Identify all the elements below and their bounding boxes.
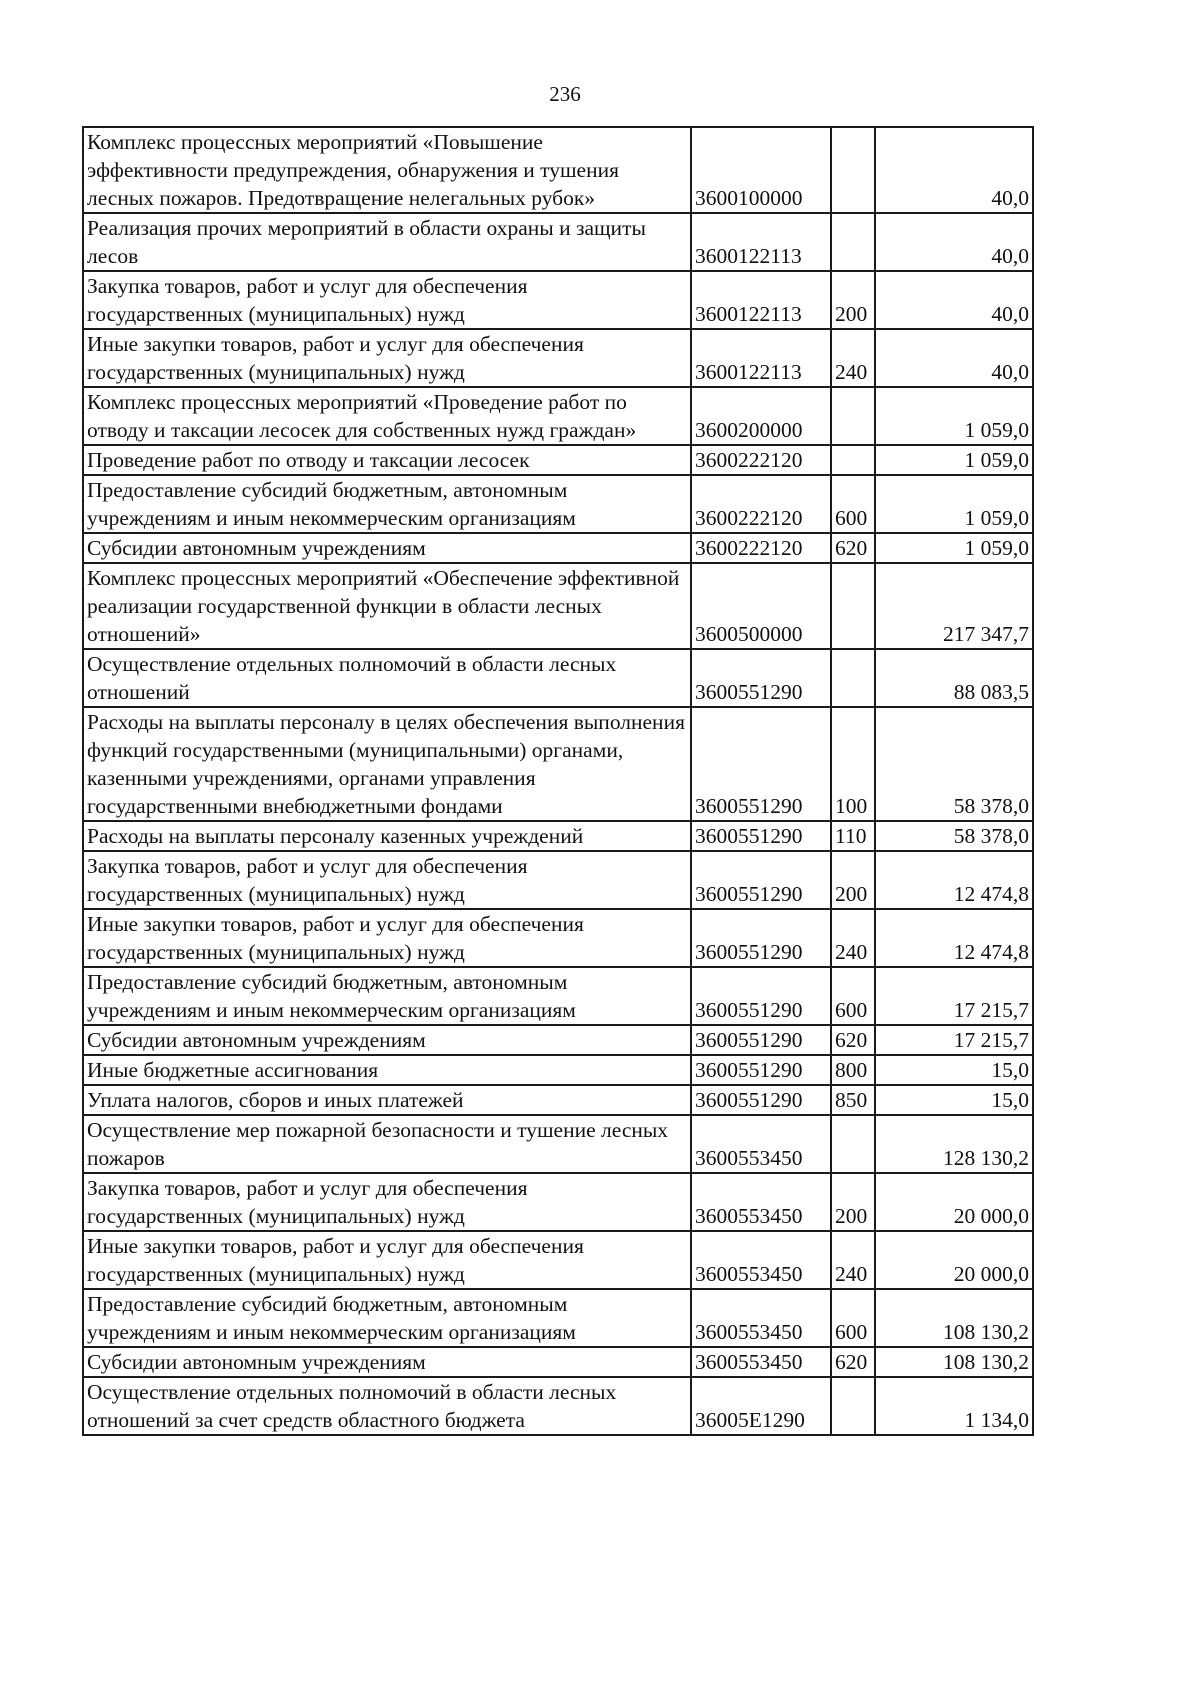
target-code: 3600551290 (691, 851, 831, 909)
item-name: Закупка товаров, работ и услуг для обеспечения государственных (муниципальных) нужд (83, 271, 691, 329)
amount: 58 378,0 (875, 821, 1033, 851)
expense-type-code: 110 (831, 821, 875, 851)
expense-type-code: 100 (831, 707, 875, 821)
expense-type-code: 600 (831, 1289, 875, 1347)
expense-type-code: 600 (831, 967, 875, 1025)
item-name: Иные закупки товаров, работ и услуг для обеспечения государственных (муниципальных) нужд (83, 329, 691, 387)
expense-type-code (831, 213, 875, 271)
expense-type-code (831, 387, 875, 445)
expense-type-code (831, 1115, 875, 1173)
expense-type-code: 620 (831, 533, 875, 563)
budget-table (82, 126, 1034, 1436)
target-code: 3600222120 (691, 533, 831, 563)
item-name: Закупка товаров, работ и услуг для обеспечения государственных (муниципальных) нужд (83, 1173, 691, 1231)
item-name: Субсидии автономным учреждениям (83, 533, 691, 563)
table-row (83, 1025, 1033, 1055)
table-row (83, 475, 1033, 533)
target-code: 3600500000 (691, 563, 831, 649)
table-row (83, 387, 1033, 445)
table-row (83, 1085, 1033, 1115)
target-code: 3600122113 (691, 329, 831, 387)
item-name: Уплата налогов, сборов и иных платежей (83, 1085, 691, 1115)
target-code: 36005E1290 (691, 1377, 831, 1435)
amount: 12 474,8 (875, 909, 1033, 967)
expense-type-code: 800 (831, 1055, 875, 1085)
expense-type-code: 200 (831, 851, 875, 909)
expense-type-code: 240 (831, 1231, 875, 1289)
table-row (83, 1115, 1033, 1173)
expense-type-code: 620 (831, 1347, 875, 1377)
target-code: 3600551290 (691, 707, 831, 821)
item-name: Закупка товаров, работ и услуг для обеспечения государственных (муниципальных) нужд (83, 851, 691, 909)
item-name: Проведение работ по отводу и таксации лесосек (83, 445, 691, 475)
amount: 15,0 (875, 1055, 1033, 1085)
target-code: 3600551290 (691, 649, 831, 707)
amount: 17 215,7 (875, 967, 1033, 1025)
target-code: 3600551290 (691, 1025, 831, 1055)
expense-type-code: 620 (831, 1025, 875, 1055)
target-code: 3600553450 (691, 1115, 831, 1173)
target-code: 3600551290 (691, 1085, 831, 1115)
expense-type-code (831, 127, 875, 213)
target-code: 3600551290 (691, 1055, 831, 1085)
target-code: 3600551290 (691, 821, 831, 851)
table-row (83, 533, 1033, 563)
amount: 40,0 (875, 271, 1033, 329)
amount: 17 215,7 (875, 1025, 1033, 1055)
amount: 1 059,0 (875, 387, 1033, 445)
amount: 128 130,2 (875, 1115, 1033, 1173)
table-row (83, 1231, 1033, 1289)
table-row (83, 649, 1033, 707)
target-code: 3600122113 (691, 213, 831, 271)
item-name: Иные закупки товаров, работ и услуг для обеспечения государственных (муниципальных) нужд (83, 909, 691, 967)
table-row (83, 851, 1033, 909)
table-row (83, 1377, 1033, 1435)
amount: 88 083,5 (875, 649, 1033, 707)
item-name: Осуществление отдельных полномочий в области лесных отношений за счет средств областного бюджета (83, 1377, 691, 1435)
amount: 20 000,0 (875, 1231, 1033, 1289)
expense-type-code: 600 (831, 475, 875, 533)
expense-type-code: 850 (831, 1085, 875, 1115)
item-name: Предоставление субсидий бюджетным, автономным учреждениям и иным некоммерческим организациям (83, 475, 691, 533)
target-code: 3600551290 (691, 909, 831, 967)
expense-type-code: 200 (831, 271, 875, 329)
target-code: 3600100000 (691, 127, 831, 213)
item-name: Комплекс процессных мероприятий «Проведение работ по отводу и таксации лесосек для собственных нужд граждан» (83, 387, 691, 445)
target-code: 3600222120 (691, 445, 831, 475)
table-row (83, 271, 1033, 329)
amount: 40,0 (875, 329, 1033, 387)
expense-type-code (831, 563, 875, 649)
amount: 40,0 (875, 127, 1033, 213)
table-row (83, 329, 1033, 387)
expense-type-code: 240 (831, 329, 875, 387)
target-code: 3600553450 (691, 1289, 831, 1347)
table-row (83, 445, 1033, 475)
item-name: Расходы на выплаты персоналу казенных учреждений (83, 821, 691, 851)
amount: 40,0 (875, 213, 1033, 271)
table-row (83, 1347, 1033, 1377)
table-row (83, 821, 1033, 851)
table-row (83, 1055, 1033, 1085)
amount: 1 059,0 (875, 445, 1033, 475)
item-name: Субсидии автономным учреждениям (83, 1347, 691, 1377)
target-code: 3600553450 (691, 1347, 831, 1377)
amount: 20 000,0 (875, 1173, 1033, 1231)
item-name: Осуществление отдельных полномочий в области лесных отношений (83, 649, 691, 707)
target-code: 3600553450 (691, 1173, 831, 1231)
target-code: 3600122113 (691, 271, 831, 329)
expense-type-code (831, 1377, 875, 1435)
item-name: Комплекс процессных мероприятий «Обеспечение эффективной реализации государственной функции в области лесных отношений» (83, 563, 691, 649)
item-name: Осуществление мер пожарной безопасности и тушение лесных пожаров (83, 1115, 691, 1173)
table-row (83, 1289, 1033, 1347)
table-row (83, 127, 1033, 213)
expense-type-code: 200 (831, 1173, 875, 1231)
expense-type-code (831, 649, 875, 707)
item-name: Иные бюджетные ассигнования (83, 1055, 691, 1085)
table-row (83, 213, 1033, 271)
item-name: Предоставление субсидий бюджетным, автономным учреждениям и иным некоммерческим организациям (83, 1289, 691, 1347)
amount: 217 347,7 (875, 563, 1033, 649)
expense-type-code (831, 445, 875, 475)
amount: 15,0 (875, 1085, 1033, 1115)
page-number: 236 (549, 82, 581, 106)
table-row (83, 909, 1033, 967)
amount: 1 059,0 (875, 533, 1033, 563)
item-name: Иные закупки товаров, работ и услуг для обеспечения государственных (муниципальных) нужд (83, 1231, 691, 1289)
target-code: 3600200000 (691, 387, 831, 445)
table-row (83, 1173, 1033, 1231)
amount: 58 378,0 (875, 707, 1033, 821)
item-name: Субсидии автономным учреждениям (83, 1025, 691, 1055)
expense-type-code: 240 (831, 909, 875, 967)
target-code: 3600551290 (691, 967, 831, 1025)
item-name: Реализация прочих мероприятий в области охраны и защиты лесов (83, 213, 691, 271)
item-name: Расходы на выплаты персоналу в целях обеспечения выполнения функций государственными (муниципальными) органами, казенными учреждениями, органами управления государственными внебюджетными фондами (83, 707, 691, 821)
table-row (83, 563, 1033, 649)
amount: 1 134,0 (875, 1377, 1033, 1435)
target-code: 3600553450 (691, 1231, 831, 1289)
table-row (83, 967, 1033, 1025)
amount: 108 130,2 (875, 1347, 1033, 1377)
table-row (83, 707, 1033, 821)
amount: 12 474,8 (875, 851, 1033, 909)
target-code: 3600222120 (691, 475, 831, 533)
amount: 1 059,0 (875, 475, 1033, 533)
item-name: Комплекс процессных мероприятий «Повышение эффективности предупреждения, обнаружения и тушения лесных пожаров. Предотвращение нелегальных рубок» (83, 127, 691, 213)
budget-table-body (83, 127, 1033, 1435)
item-name: Предоставление субсидий бюджетным, автономным учреждениям и иным некоммерческим организациям (83, 967, 691, 1025)
amount: 108 130,2 (875, 1289, 1033, 1347)
